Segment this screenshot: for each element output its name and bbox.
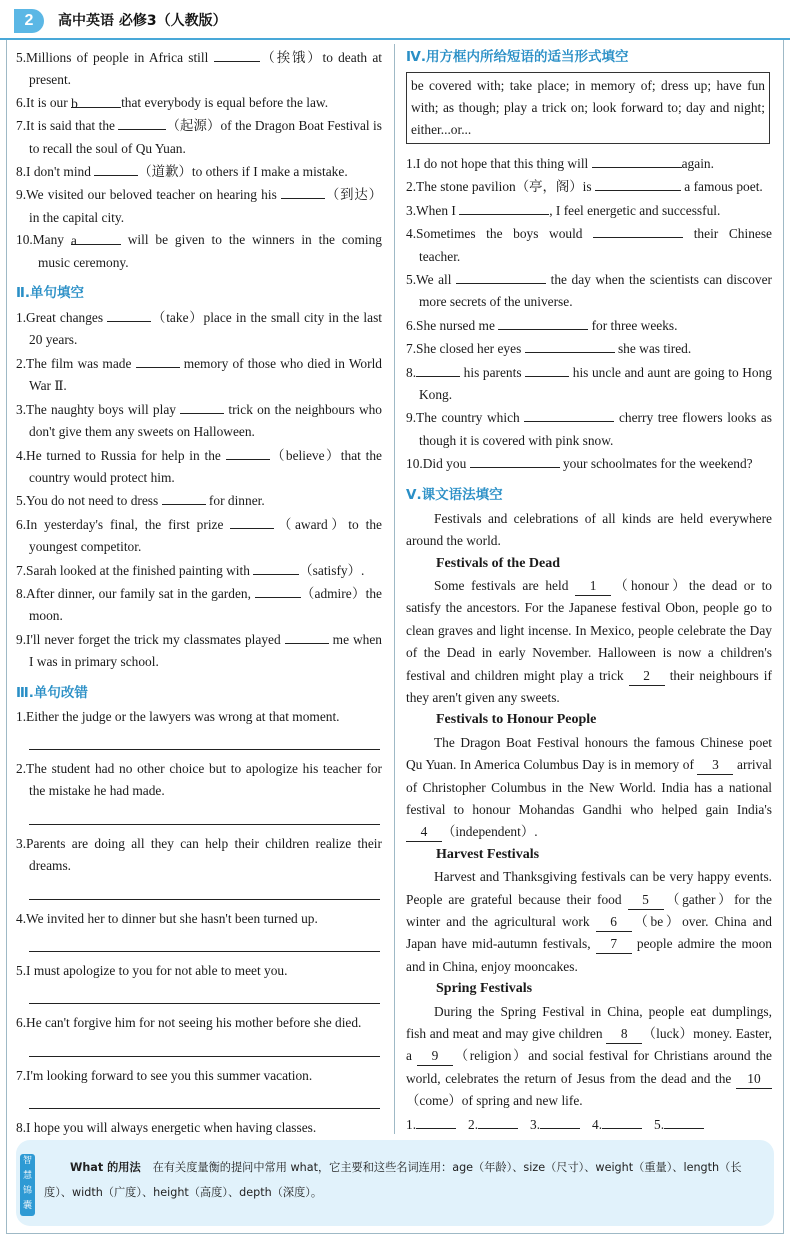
vocab-item: 10.Many a will be given to the winners in the coming music ceremony.: [16, 229, 382, 274]
answer-blank[interactable]: [285, 628, 329, 644]
answer-blank[interactable]: [459, 199, 549, 215]
answer-row: 1. 2. 3. 4. 5.: [406, 1113, 772, 1136]
numbered-blank[interactable]: 9: [417, 1047, 453, 1066]
tip-box: [16, 1140, 774, 1226]
answer-blank[interactable]: [456, 268, 546, 284]
answer-blank[interactable]: [525, 361, 569, 377]
passage-heading: Festivals of the Dead: [436, 555, 561, 571]
phrase-item: 8. his parents his uncle and aunt are going to Hong Kong.: [406, 361, 772, 407]
correction-item: 8.I hope you will always energetic when having classes.: [16, 1117, 382, 1161]
fill-item: 4.He turned to Russia for help in the （believe）that the country would protect him.: [16, 444, 382, 490]
correction-item: 7.I'm looking forward to see you this summer vacation.: [16, 1065, 382, 1109]
fill-item: 7.Sarah looked at the finished painting with （satisfy）.: [16, 559, 382, 582]
answer-line[interactable]: [29, 982, 380, 1004]
phrase-item: 4.Sometimes the boys would their Chinese teacher.: [406, 222, 772, 268]
answer-blank[interactable]: [525, 337, 615, 353]
answer-blank[interactable]: [416, 1113, 456, 1129]
book-title: 高中英语 必修3（人教版）: [58, 13, 227, 29]
phrase-item: 5.We all the day when the scientists can discover more secrets of the universe.: [406, 268, 772, 314]
answer-blank[interactable]: [214, 46, 260, 62]
passage-paragraph: Harvest and Thanksgiving festivals can be very happy events. People are grateful because their food 5 （gather）for the winter and the agricultural work 6 （be）over. China and Japan have mid-autumn festivals, 7 people admire the moon and in China, enjoy mooncakes.: [406, 869, 772, 974]
correction-item: 2.The student had no other choice but to apologize his teacher for the mistake he had made.: [16, 758, 382, 825]
passage-heading: Harvest Festivals: [436, 846, 540, 862]
passage-paragraph: Some festivals are held 1 （honour）the dead or to satisfy the ancestors. For the Japanese festival Obon, people go to clean graves and light incense. In Mexico, people celebrate the Day of the Dead in early November. Halloween is now a children's festival and children might play a trick 2 their neighbours if they aren't given any sweets.: [406, 577, 773, 705]
answer-blank[interactable]: b: [71, 92, 121, 108]
tip-text: [44, 1155, 766, 1205]
answer-blank[interactable]: [498, 314, 588, 330]
answer-blank[interactable]: [602, 1113, 642, 1129]
phrase-box: be covered with; take place; in memory of; dress up; have fun with; as though; play a trick on; look forward to; day and night; either...or...: [406, 72, 770, 144]
fill-item: 9.I'll never forget the trick my classmates played me when I was in primary school.: [16, 628, 382, 674]
numbered-blank[interactable]: 4: [406, 823, 442, 842]
vocab-item: 7.It is said that the （起源）of the Dragon Boat Festival is to recall the soul of Qu Yuan.: [16, 114, 382, 160]
numbered-blank[interactable]: 10: [736, 1070, 772, 1089]
section-title-fill-in: Ⅱ.单句填空: [16, 285, 85, 302]
phrase-item: 9.The country which cherry tree flowers looks as though it is covered with pink snow.: [406, 406, 772, 452]
passage-intro: Festivals and celebrations of all kinds are held everywhere around the world.: [406, 510, 772, 549]
numbered-blank[interactable]: 6: [596, 913, 632, 932]
numbered-blank[interactable]: 5: [628, 891, 664, 910]
left-column: [16, 46, 382, 1170]
vocab-item: 6.It is our b that everybody is equal before the law.: [16, 92, 382, 114]
answer-blank[interactable]: [107, 306, 151, 322]
passage-paragraph: During the Spring Festival in China, people eat dumplings, fish and meat and may give children 8 （luck）money. Easter, a 9 （religion）and social festival for Christians around the world, celebrates the return of Jesus from the dead and the 10（come）of spring and new life.: [406, 1003, 773, 1109]
passage-heading: Spring Festivals: [436, 981, 533, 997]
phrase-item: 2.The stone pavilion（亭，阁）is a famous poet.: [406, 175, 772, 198]
answer-line[interactable]: [29, 803, 380, 825]
phrase-item: 6.She nursed me for three weeks.: [406, 314, 772, 337]
correction-item: 4.We invited her to dinner but she hasn't been turned up.: [16, 908, 382, 952]
answer-blank[interactable]: [162, 489, 206, 505]
answer-blank[interactable]: [595, 175, 681, 191]
answer-line[interactable]: [29, 878, 380, 900]
fill-item: 5.You do not need to dress for dinner.: [16, 489, 382, 512]
answer-blank[interactable]: [281, 183, 325, 199]
answer-line[interactable]: [29, 1035, 380, 1057]
answer-blank[interactable]: [253, 559, 299, 575]
answer-blank[interactable]: [230, 513, 274, 529]
page-number: 2: [14, 9, 44, 33]
answer-line[interactable]: [29, 930, 380, 952]
answer-blank[interactable]: [592, 152, 682, 168]
fill-item: 3.The naughty boys will play trick on the neighbours who don't give them any sweets on Halloween.: [16, 398, 382, 444]
answer-blank[interactable]: a: [71, 229, 121, 245]
numbered-blank[interactable]: 1: [575, 577, 611, 596]
correction-item: 3.Parents are doing all they can help their children realize their dreams.: [16, 833, 382, 900]
answer-blank[interactable]: [118, 114, 166, 130]
right-column: [406, 46, 772, 1159]
answer-blank[interactable]: [226, 444, 270, 460]
answer-blank[interactable]: [94, 160, 138, 176]
answer-line[interactable]: [29, 1087, 380, 1109]
numbered-blank[interactable]: 2: [629, 667, 665, 686]
numbered-blank[interactable]: 8: [606, 1025, 642, 1044]
tip-title: What 的用法: [70, 1161, 141, 1174]
section-title-grammar-fill: Ⅴ.课文语法填空: [406, 486, 503, 503]
passage-paragraph: The Dragon Boat Festival honours the famous Chinese poet Qu Yuan. In America Columbus Day is in memory of 3 arrival of Christopher Columbus in the New World. India has a national festival to honour Mohandas Gandhi who helped gain India's 4 （independent）.: [406, 732, 772, 844]
correction-item: 1.Either the judge or the lawyers was wrong at that moment.: [16, 706, 382, 750]
phrase-item: 3.When I , I feel energetic and successful.: [406, 199, 772, 222]
section-title-error-correction: Ⅲ.单句改错: [16, 684, 88, 701]
fill-item: 2.The film was made memory of those who died in World War Ⅱ.: [16, 352, 382, 398]
answer-blank[interactable]: [470, 452, 560, 468]
phrase-item: 7.She closed her eyes she was tired.: [406, 337, 772, 360]
numbered-blank[interactable]: 7: [596, 935, 632, 954]
vocab-item: 8.I don't mind （道歉）to others if I make a mistake.: [16, 160, 382, 183]
fill-item: 6.In yesterday's final, the first prize （award）to the youngest competitor.: [16, 513, 382, 559]
answer-blank[interactable]: [416, 361, 460, 377]
tip-tab-label: 智慧锦囊: [20, 1154, 35, 1216]
answer-blank[interactable]: [136, 352, 180, 368]
section-title-phrases: Ⅳ.用方框内所给短语的适当形式填空: [406, 49, 629, 65]
answer-blank[interactable]: [664, 1113, 704, 1129]
answer-blank[interactable]: [180, 398, 224, 414]
vocab-item: 9.We visited our beloved teacher on hearing his （到达）in the capital city.: [16, 183, 382, 229]
column-divider: [394, 44, 395, 1134]
answer-line[interactable]: [29, 728, 380, 750]
page-header: [0, 0, 790, 40]
fill-item: 1.Great changes （take）place in the small city in the last 20 years.: [16, 306, 382, 352]
passage-heading: Festivals to Honour People: [436, 712, 597, 728]
tip-body: 在有关度量衡的提问中常用 what，它主要和这些名词连用：age（年龄）、size（尺寸）、weight（重量）、length（长度）、width（广度）、height（高度）、depth（深度）。: [44, 1161, 742, 1199]
answer-blank[interactable]: [478, 1113, 518, 1129]
phrase-item: 10.Did you your schoolmates for the weekend?: [406, 452, 772, 475]
answer-blank[interactable]: [540, 1113, 580, 1129]
vocab-item: 5.Millions of people in Africa still （挨饿）to death at present.: [16, 46, 382, 92]
answer-blank[interactable]: [255, 582, 301, 598]
answer-blank[interactable]: [524, 406, 614, 422]
phrase-item: 1.I do not hope that this thing will again.: [406, 152, 772, 175]
correction-item: 6.He can't forgive him for not seeing his mother before she died.: [16, 1012, 382, 1056]
correction-item: 5.I must apologize to you for not able to meet you.: [16, 960, 382, 1004]
answer-blank[interactable]: [593, 222, 683, 238]
numbered-blank[interactable]: 3: [697, 756, 733, 775]
fill-item: 8.After dinner, our family sat in the garden, （admire）the moon.: [16, 582, 382, 628]
